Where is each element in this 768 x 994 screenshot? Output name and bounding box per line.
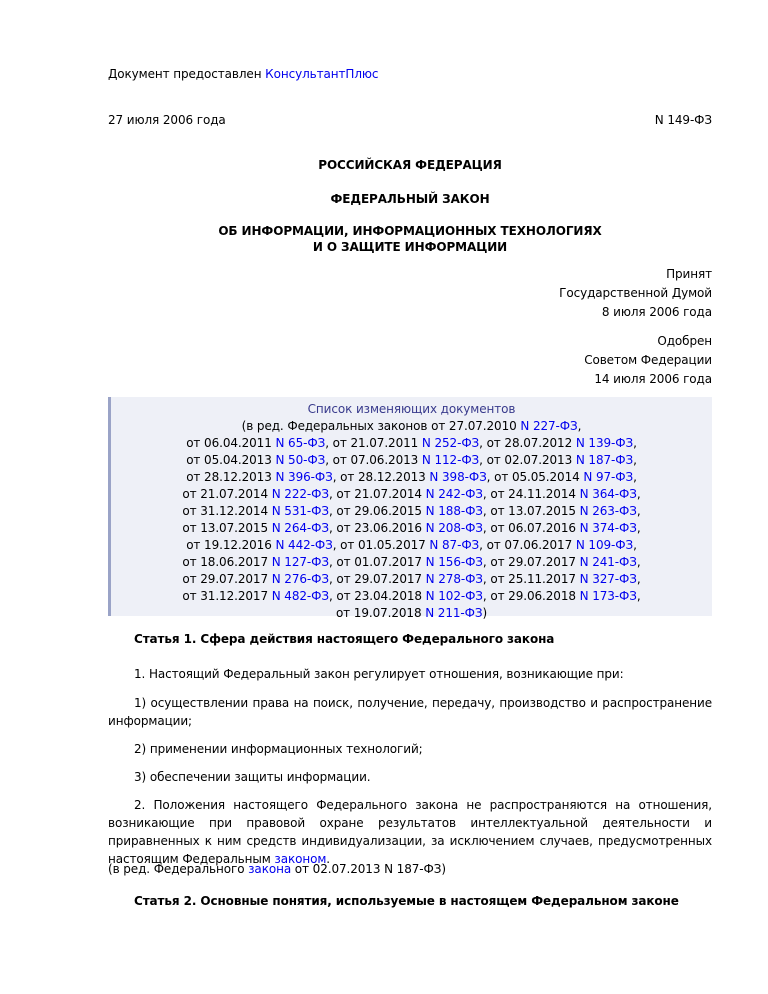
amendment-date: , от 28.12.2013 xyxy=(332,470,430,484)
amendment-date: , от 02.07.2013 xyxy=(479,453,576,467)
amendments-line xyxy=(111,605,712,622)
amendment-separator: , xyxy=(636,521,641,535)
amendment-date: , от 07.06.2017 xyxy=(479,538,576,552)
amendment-date: , от 29.06.2015 xyxy=(328,504,426,518)
adopted-label: Принят xyxy=(666,267,712,281)
amendment-date: от 19.12.2016 xyxy=(186,538,276,552)
law-name-line-1: ОБ ИНФОРМАЦИИ, ИНФОРМАЦИОННЫХ ТЕХНОЛОГИЯХ xyxy=(218,224,602,238)
amendments-line xyxy=(111,571,712,588)
amendments-line xyxy=(111,435,712,452)
amendment-link[interactable]: N 241-ФЗ xyxy=(579,555,637,569)
amendment-separator: , xyxy=(636,487,641,501)
article-1-title: Статья 1. Сфера действия настоящего Федерального закона xyxy=(134,632,555,646)
amendment-date: , от 28.07.2012 xyxy=(479,436,576,450)
amendment-separator: , xyxy=(636,555,641,569)
approved-block xyxy=(584,332,712,389)
amendment-date: , от 23.04.2018 xyxy=(328,589,426,603)
amendment-date: от 21.07.2014 xyxy=(182,487,272,501)
adopted-block xyxy=(559,265,712,322)
amendment-link[interactable]: N 442-ФЗ xyxy=(275,538,333,552)
amendment-link[interactable]: N 398-ФЗ xyxy=(429,470,487,484)
amendment-separator: , xyxy=(577,419,582,433)
amendment-date: , от 21.07.2014 xyxy=(328,487,426,501)
amendment-separator: , xyxy=(636,572,641,586)
amendments-header: Список изменяющих документов xyxy=(307,402,516,416)
article-1-item-1: 1) осуществлении права на поиск, получение, передачу, производство и распространение информации; xyxy=(108,696,712,728)
amendment-date: , от 13.07.2015 xyxy=(482,504,580,518)
amendment-link[interactable]: N 531-ФЗ xyxy=(271,504,329,518)
amendments-line xyxy=(111,537,712,554)
amendment-link[interactable]: N 278-ФЗ xyxy=(425,572,483,586)
edition-note-link[interactable]: закона xyxy=(248,862,292,876)
amendment-date: , от 24.11.2014 xyxy=(482,487,580,501)
amendment-link[interactable]: N 139-ФЗ xyxy=(575,436,634,450)
amendment-link[interactable]: N 482-ФЗ xyxy=(271,589,329,603)
amendment-link[interactable]: N 374-ФЗ xyxy=(579,521,637,535)
amendment-link[interactable]: N 211-ФЗ xyxy=(425,606,483,620)
adopted-date: 8 июля 2006 года xyxy=(601,305,712,319)
amendment-date: , от 29.07.2017 xyxy=(482,555,580,569)
provided-by-text: Документ предоставлен xyxy=(108,67,266,81)
country-title: РОССИЙСКАЯ ФЕДЕРАЦИЯ xyxy=(318,158,502,172)
amendment-separator: , xyxy=(636,504,641,518)
amendments-line xyxy=(111,486,712,503)
amendment-link[interactable]: N 109-ФЗ xyxy=(575,538,634,552)
approved-date: 14 июля 2006 года xyxy=(594,372,712,386)
amendment-date: от 31.12.2017 xyxy=(182,589,272,603)
article-1-paragraph-1: 1. Настоящий Федеральный закон регулирует отношения, возникающие при: xyxy=(134,667,624,681)
amendment-date: , от 06.07.2016 xyxy=(482,521,580,535)
amendments-line xyxy=(111,452,712,469)
amendments-line xyxy=(111,469,712,486)
article-1-item-2: 2) применении информационных технологий; xyxy=(134,742,423,756)
amendment-date: , от 29.06.2018 xyxy=(482,589,580,603)
amendment-date: , от 29.07.2017 xyxy=(328,572,426,586)
amendment-link[interactable]: N 156-ФЗ xyxy=(425,555,483,569)
amendments-line xyxy=(111,520,712,537)
amendment-date: , от 25.11.2017 xyxy=(482,572,580,586)
amendment-date: от 05.04.2013 xyxy=(186,453,276,467)
law-link[interactable]: законом xyxy=(274,852,327,866)
amendment-date: , от 01.05.2017 xyxy=(332,538,430,552)
adopted-body: Государственной Думой xyxy=(559,286,712,300)
amendment-link[interactable]: N 127-ФЗ xyxy=(271,555,329,569)
consultant-plus-link[interactable]: КонсультантПлюс xyxy=(265,67,379,81)
amendment-date: от 13.07.2015 xyxy=(182,521,272,535)
amendment-date: , от 01.07.2017 xyxy=(328,555,426,569)
amendment-link[interactable]: N 87-ФЗ xyxy=(429,538,480,552)
law-name-title xyxy=(108,223,712,255)
amendment-date: от 31.12.2014 xyxy=(182,504,272,518)
edition-note-prefix: (в ред. Федерального xyxy=(108,862,249,876)
amendment-link[interactable]: N 50-ФЗ xyxy=(275,453,326,467)
amendment-link[interactable]: N 97-ФЗ xyxy=(583,470,634,484)
law-number: N 149-ФЗ xyxy=(654,113,712,127)
amendment-date: (в ред. Федеральных законов от 27.07.2010 xyxy=(241,419,521,433)
paragraph-2-text: 2. Положения настоящего Федерального закона не распространяются на отношения, возникающие при правовой охране результатов интеллектуальной деятельности и приравненных к ним средств индивидуализации, за исключением случаев, предусмотренных настоящим Федеральным xyxy=(108,798,712,866)
date-number-line xyxy=(108,112,712,128)
amendments-box xyxy=(108,397,712,620)
amendment-date: от 06.04.2011 xyxy=(186,436,276,450)
amendment-link[interactable]: N 276-ФЗ xyxy=(271,572,329,586)
amendment-link[interactable]: N 364-ФЗ xyxy=(579,487,637,501)
amendment-link[interactable]: N 252-ФЗ xyxy=(421,436,480,450)
amendment-link[interactable]: N 222-ФЗ xyxy=(271,487,329,501)
amendments-line xyxy=(111,554,712,571)
article-1-item-3: 3) обеспечении защиты информации. xyxy=(134,770,371,784)
amendment-separator: , xyxy=(636,589,641,603)
amendment-date: от 19.07.2018 xyxy=(335,606,426,620)
paragraph-2-end: . xyxy=(326,852,331,866)
amendment-link[interactable]: N 396-ФЗ xyxy=(275,470,333,484)
law-date: 27 июля 2006 года xyxy=(108,113,226,127)
amendment-link[interactable]: N 102-ФЗ xyxy=(425,589,483,603)
amendment-date: , от 23.06.2016 xyxy=(328,521,426,535)
edition-note xyxy=(108,860,712,878)
amendment-link[interactable]: N 227-ФЗ xyxy=(520,419,578,433)
amendment-link[interactable]: N 327-ФЗ xyxy=(579,572,637,586)
provided-by-line xyxy=(108,66,378,82)
amendment-separator: ) xyxy=(482,606,488,620)
amendment-date: от 18.06.2017 xyxy=(182,555,272,569)
approved-body: Советом Федерации xyxy=(584,353,712,367)
amendment-date: , от 05.05.2014 xyxy=(486,470,584,484)
amendment-link[interactable]: N 65-ФЗ xyxy=(275,436,326,450)
amendments-line xyxy=(111,503,712,520)
amendments-list xyxy=(111,418,712,622)
amendment-link[interactable]: N 112-ФЗ xyxy=(421,453,480,467)
edition-note-suffix: от 02.07.2013 N 187-ФЗ) xyxy=(291,862,446,876)
law-type-title: ФЕДЕРАЛЬНЫЙ ЗАКОН xyxy=(330,192,490,206)
amendment-link[interactable]: N 264-ФЗ xyxy=(271,521,329,535)
amendment-date: , от 07.06.2013 xyxy=(325,453,422,467)
amendment-link[interactable]: N 173-ФЗ xyxy=(579,589,637,603)
amendment-separator: , xyxy=(633,470,637,484)
amendment-link[interactable]: N 187-ФЗ xyxy=(575,453,634,467)
amendment-link[interactable]: N 208-ФЗ xyxy=(425,521,483,535)
amendment-separator: , xyxy=(633,538,637,552)
amendment-link[interactable]: N 242-ФЗ xyxy=(425,487,483,501)
amendment-date: от 28.12.2013 xyxy=(186,470,276,484)
amendments-line xyxy=(111,588,712,605)
amendment-separator: , xyxy=(633,453,637,467)
article-1-paragraph-2 xyxy=(108,796,712,868)
article-2-title: Статья 2. Основные понятия, используемые в настоящем Федеральном законе xyxy=(134,894,679,908)
amendment-separator: , xyxy=(633,436,637,450)
approved-label: Одобрен xyxy=(657,334,712,348)
amendment-link[interactable]: N 263-ФЗ xyxy=(579,504,637,518)
amendment-date: , от 21.07.2011 xyxy=(325,436,422,450)
amendment-link[interactable]: N 188-ФЗ xyxy=(425,504,483,518)
amendment-date: от 29.07.2017 xyxy=(182,572,272,586)
amendments-line xyxy=(111,418,712,435)
law-name-line-2: И О ЗАЩИТЕ ИНФОРМАЦИИ xyxy=(312,240,508,254)
